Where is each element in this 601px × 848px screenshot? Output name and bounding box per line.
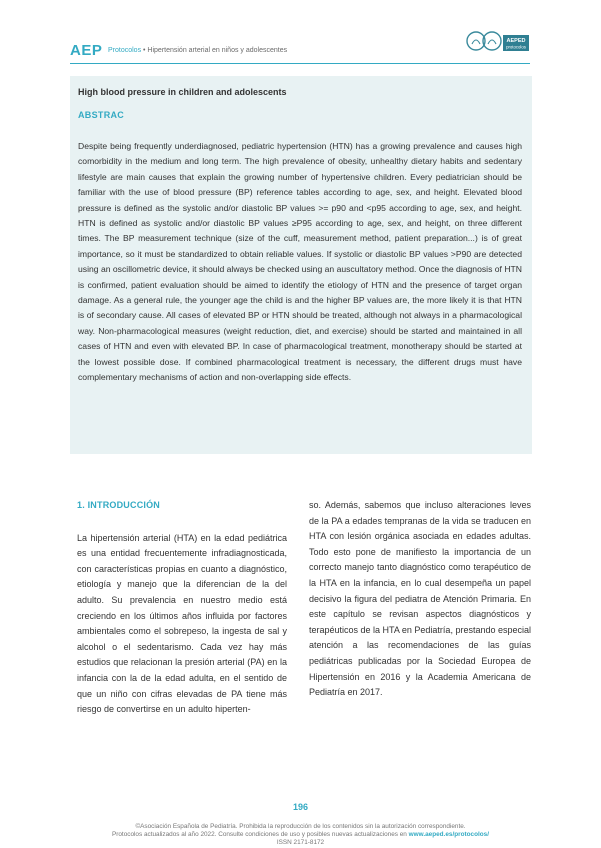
right-column — [309, 498, 531, 701]
update-line — [0, 831, 601, 838]
header-rule — [70, 63, 530, 64]
abstract-text: Despite being frequently underdiagnosed, pediatric hypertension (HTN) has a growing prevalence and causes high comorbidity in the medium and long term. The high prevalence of obesity, unhealthy dietary habits and sedentary lifestyle are main causes that explain the growing number of hypertensive children. Every pediatrician should be familiar with the use of blood pressure (BP) reference tables according to age, sex, and height. Elevated blood pressure is defined as the systolic and/or diastolic BP values >= p90 and <p95 according to age, sex, and height. HTN is defined as systolic and/or diastolic BP values ≥P95 according to age, sex, and height, on three different times. The BP measurement technique (size of the cuff, measurement method, patient preparation...) is of great importance, so it must be standardized to obtain reliable values. If systolic or diastolic BP values >P90 are detected using an oscillometric device, it should always be checked using an auscultatory method. Once the diagnosis of HTN is confirmed, patient evaluation should be aimed to identify the etiology of HTN and the presence of target organ damage. As a general rule, the younger age the child is and the higher BP values are, the more likely it is that HTN is of secondary cause. All cases of elevated BP or HTN should be treated, although not always in a pharmacological way. Non-pharmacological measures (weight reduction, diet, and exercise) should be started and maintained in all cases of HTN and even with elevated BP. In case of pharmacological treatment, monotherapy should be started at the lowest possible dose. If combined pharmacological treatment is necessary, the different drugs must have complementary mechanisms of action and non-overlapping side effects. — [78, 141, 522, 383]
abstract-heading: ABSTRAC — [78, 110, 125, 120]
update-text: Protocolos actualizados al año 2022. Consulte condiciones de uso y posibles nuevas actualizaciones en — [111, 831, 409, 838]
aep-brand: AEP — [70, 42, 103, 59]
left-column — [77, 498, 287, 718]
aeped-logo — [466, 30, 530, 56]
intro-paragraph-right: so. Además, sabemos que incluso alteraciones leves de la PA a edades tempranas de la vida se traducen en HTA con lesión orgánica asociada en edades adultas. Todo esto pone de manifiesto la importancia de un correcto manejo tanto diagnóstico como terapéutico de la HTA en la infancia, en lo cual desempeña un papel decisivo la figura del pediatra de Atención Primaria. En este capítulo se revisan aspectos diagnósticos y terapéuticos de la HTA en Pediatría, prestando especial atención a las recomendaciones de las guías pediátricas publicadas por la Sociedad Europea de Hipertensión en 2016 y la Academia Americana de Pediatría en 2017. — [309, 500, 531, 698]
logo-text-1: AEPED — [506, 38, 526, 44]
running-head — [108, 47, 287, 54]
abstract-box — [70, 76, 532, 454]
copyright-line: ©Asociación Española de Pediatría. Prohibida la reproducción de los contenidos sin la autorización correspondiente. — [135, 823, 466, 830]
article-title: High blood pressure in children and adolescents — [78, 87, 287, 97]
page-number: 196 — [292, 802, 309, 812]
topic-label: Hipertensión arterial en niños y adolescentes — [147, 47, 288, 54]
issn-line: ISSN 2171-8172 — [276, 839, 325, 846]
logo-text-2: protocolos — [506, 44, 526, 50]
intro-paragraph-left: La hipertensión arterial (HTA) en la edad pediátrica es una entidad frecuentemente infradiagnosticada, con características propias en cuanto a diagnóstico, etiología y manejo que la diferencian de la del adulto. Su prevalencia en nuestro medio está creciendo en los últimos años influida por factores ambientales como el sobrepeso, la ingesta de sal y alcohol o el sedentarismo. Cada vez hay más estudios que relacionan la presión arterial (PA) en la infancia con la de la edad adulta, en el sentido de que un niño con cifras elevadas de PA tiene más riesgo de convertirse en un adulto hiperten- — [77, 532, 287, 715]
section-label: Protocolos — [108, 47, 142, 54]
separator: • — [141, 47, 148, 54]
section-heading: 1. INTRODUCCIÓN — [77, 500, 161, 510]
protocols-link[interactable]: www.aeped.es/protocolos/ — [408, 831, 490, 838]
page-header — [70, 40, 530, 62]
